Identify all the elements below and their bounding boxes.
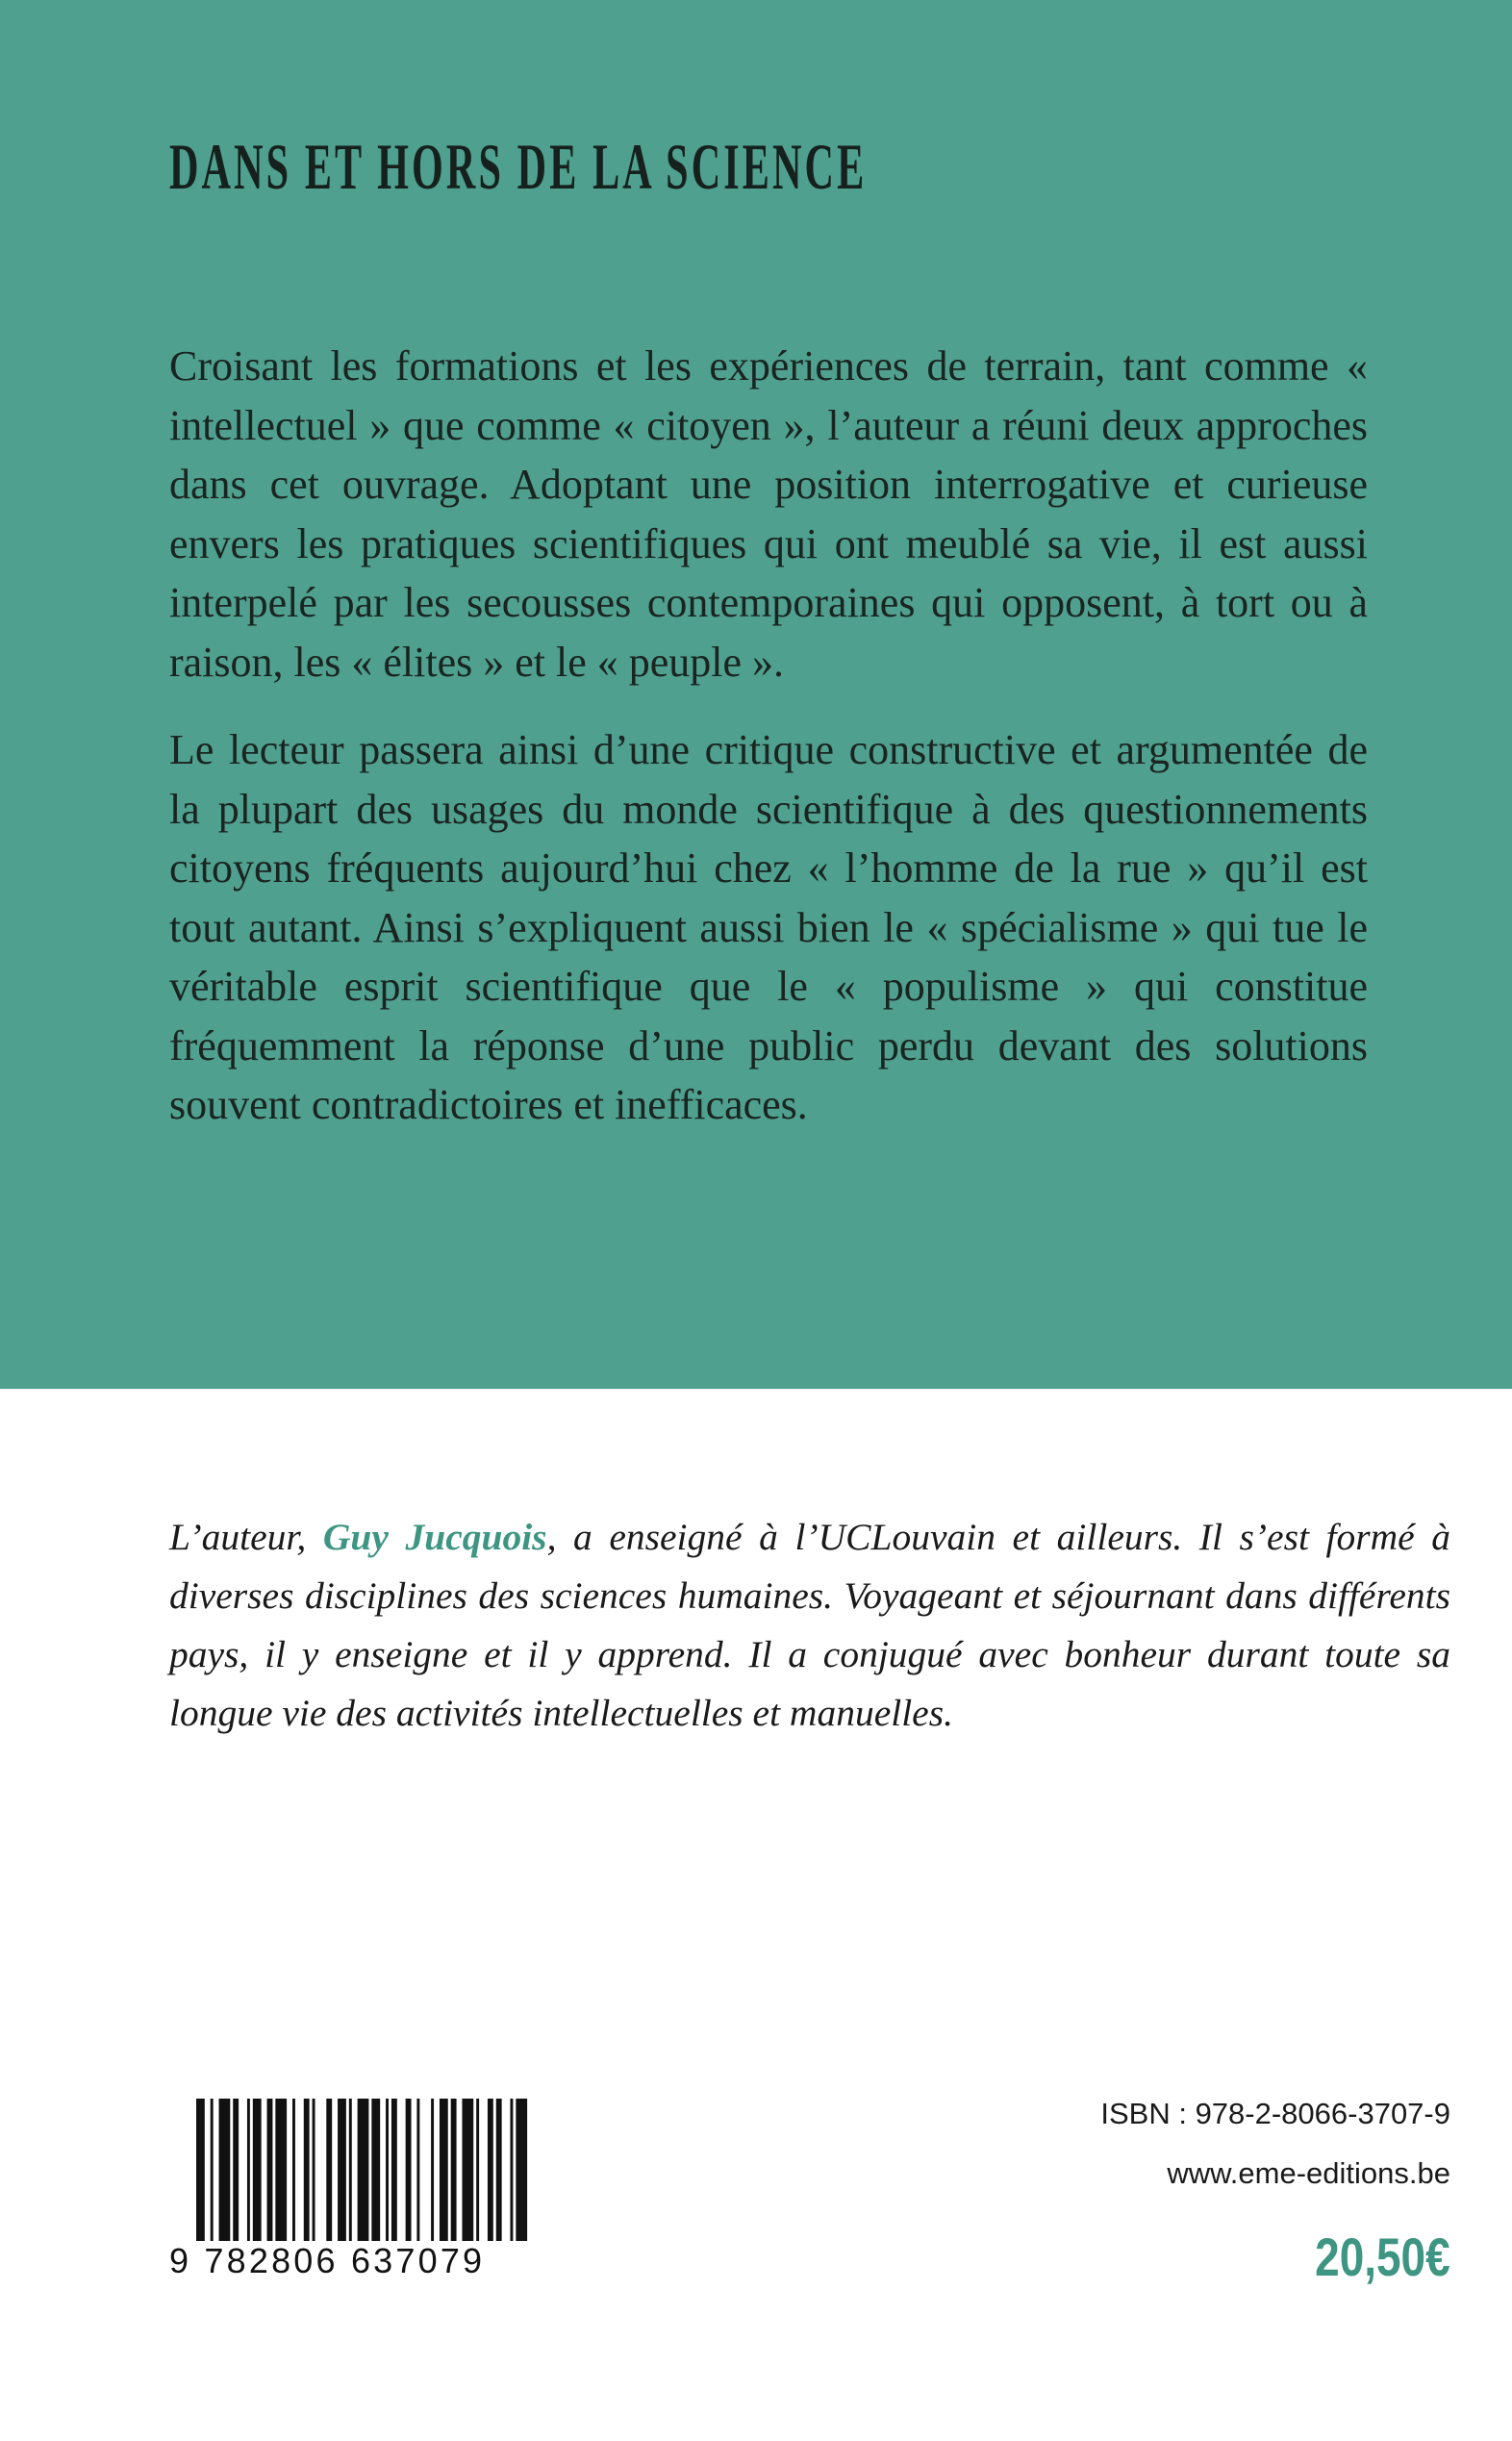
- barcode-stripe: [510, 2099, 513, 2241]
- barcode-digits: 9 782806 637079: [169, 2241, 486, 2280]
- barcode: [169, 2099, 544, 2291]
- book-title: DANS ET HORS DE LA SCIENCE: [169, 130, 868, 203]
- publisher-website[interactable]: www.eme-editions.be: [1167, 2156, 1450, 2190]
- summary-blurb: [169, 337, 1368, 1164]
- barcode-stripe: [406, 2099, 412, 2241]
- barcode-stripe: [253, 2099, 262, 2241]
- barcode-stripe: [313, 2099, 315, 2241]
- barcode-stripe: [233, 2099, 239, 2241]
- barcode-bars: [196, 2099, 533, 2241]
- blurb-paragraph-1: Croisant les formations et les expériences de terrain, tant comme « intellectuel » que comme « citoyen », l’auteur a réuni deux approches dans cet ouvrage. Adoptant une position interrogative et curieuse envers les pratiques scientifiques qui ont meublé sa vie, il est aussi interpelé par les secousses contemporaines qui opposent, à tort ou à raison, les « élites » et le « peuple ».: [169, 342, 1368, 686]
- barcode-stripe: [338, 2099, 346, 2241]
- barcode-stripe: [196, 2099, 205, 2241]
- barcode-stripe: [488, 2099, 493, 2241]
- barcode-stripe: [304, 2099, 310, 2241]
- barcode-stripe: [211, 2099, 214, 2241]
- author-name: Guy Jucquois: [322, 1516, 547, 1558]
- barcode-stripe: [431, 2099, 434, 2241]
- barcode-stripe: [292, 2099, 295, 2241]
- barcode-stripe: [267, 2099, 273, 2241]
- barcode-stripe: [496, 2099, 502, 2241]
- barcode-stripe: [451, 2099, 457, 2241]
- barcode-stripe: [516, 2099, 527, 2241]
- barcode-stripe: [416, 2099, 419, 2241]
- barcode-stripe: [247, 2099, 250, 2241]
- barcode-stripe: [326, 2099, 332, 2241]
- bio-prefix: L’auteur,: [169, 1516, 323, 1558]
- isbn: ISBN : 978-2-8066-3707-9: [1100, 2097, 1450, 2130]
- price: 20,50€: [1315, 2227, 1450, 2287]
- barcode-stripe: [275, 2099, 287, 2241]
- barcode-stripe: [349, 2099, 352, 2241]
- blurb-paragraph-2: Le lecteur passera ainsi d’une critique constructive et argumentée de la plupart des usages du monde scientifique à des questionnements citoyens fréquents aujourd’hui chez « l’homme de la rue » qu’il est tout autant. Ainsi s’expliquent aussi bien le « spécialisme » qui tue le véritable esprit scientifique que le « populisme » qui constitue fréquemment la réponse d’une public perdu devant des solutions souvent contradictoires et inefficaces.: [169, 726, 1368, 1128]
- bio-text: , a enseigné à l’UCLouvain et ailleurs. Il s’est formé à diverses disciplines des sciences humaines. Voyageant et séjournant dans différents pays, il y enseigne et il y apprend. Il a conjugué avec bonheur durant toute sa longue vie des activités intellectuelles et manuelles.: [169, 1516, 1451, 1734]
- barcode-stripe: [462, 2099, 473, 2241]
- barcode-stripe: [386, 2099, 389, 2241]
- barcode-stripe: [371, 2099, 380, 2241]
- barcode-stripe: [358, 2099, 369, 2241]
- barcode-stripe: [440, 2099, 448, 2241]
- author-bio: [169, 1508, 1450, 1743]
- publication-info: [1100, 2093, 1450, 2291]
- barcode-stripe: [219, 2099, 231, 2241]
- barcode-stripe: [391, 2099, 397, 2241]
- barcode-stripe: [476, 2099, 479, 2241]
